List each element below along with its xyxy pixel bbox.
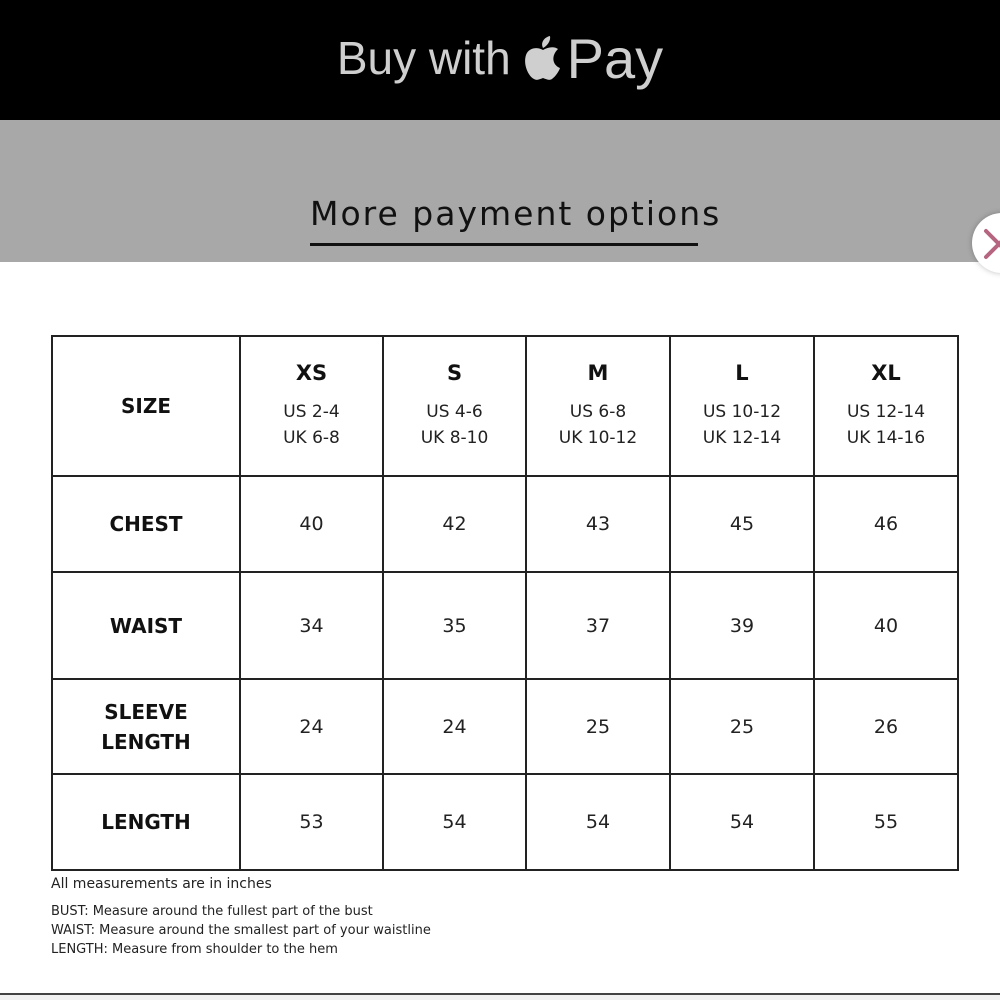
size-header-cell (814, 336, 958, 476)
size-uk-range: UK 8-10 (420, 428, 489, 448)
size-header-cell (383, 336, 526, 476)
row-label: LENGTH (52, 774, 240, 870)
measurement-cell: 34 (240, 572, 383, 679)
measurement-cell: 53 (240, 774, 383, 870)
units-note: All measurements are in inches (51, 876, 272, 892)
size-header-cell (240, 336, 383, 476)
size-label: L (735, 361, 749, 385)
row-label (52, 679, 240, 774)
row-label: WAIST (52, 572, 240, 679)
size-label: S (446, 361, 463, 385)
waist-note: WAIST: Measure around the smallest part of your waistline (51, 923, 431, 938)
measurement-cell: 54 (670, 774, 814, 870)
measurement-cell: 54 (383, 774, 526, 870)
row-label-line: LENGTH (101, 729, 191, 754)
measurement-notes (51, 876, 951, 959)
measurement-cell: 45 (670, 476, 814, 572)
length-note: LENGTH: Measure from shoulder to the hem (51, 942, 338, 957)
measurement-cell: 25 (670, 679, 814, 774)
size-us-range: US 12-14 (846, 402, 926, 422)
waist-row (52, 572, 958, 679)
apple-pay-prefix: Buy with (336, 32, 511, 84)
measurement-cell: 40 (240, 476, 383, 572)
size-label: XL (871, 361, 901, 385)
size-us-range: US 4-6 (426, 402, 483, 422)
measurement-cell: 35 (383, 572, 526, 679)
size-uk-range: UK 12-14 (702, 428, 782, 448)
apple-pay-suffix: Pay (566, 26, 664, 90)
size-header-cell (526, 336, 670, 476)
row-label: CHEST (52, 476, 240, 572)
measurement-cell: 40 (814, 572, 958, 679)
size-uk-range: UK 6-8 (283, 428, 340, 448)
size-us-range: US 6-8 (569, 402, 627, 422)
size-label: M (587, 361, 609, 385)
measurement-cell: 54 (526, 774, 670, 870)
more-payment-options-link[interactable]: More payment options (310, 194, 698, 246)
size-label: XS (295, 361, 328, 385)
size-chart-table (51, 335, 959, 871)
apple-logo-icon (523, 35, 563, 81)
length-row (52, 774, 958, 870)
row-label-line: SLEEVE (104, 699, 188, 724)
measurement-cell: 26 (814, 679, 958, 774)
size-us-range: US 2-4 (283, 402, 340, 422)
size-header-row (52, 336, 958, 476)
bottom-divider (0, 993, 1000, 1000)
apple-pay-content (337, 26, 663, 91)
measurement-cell: 43 (526, 476, 670, 572)
measurement-cell: 25 (526, 679, 670, 774)
size-header-cell (670, 336, 814, 476)
close-icon (982, 227, 1000, 263)
measurement-cell: 24 (240, 679, 383, 774)
measurement-cell: 55 (814, 774, 958, 870)
bust-note: BUST: Measure around the fullest part of the bust (51, 904, 373, 919)
size-uk-range: UK 14-16 (846, 428, 926, 448)
measurement-cell: 46 (814, 476, 958, 572)
size-uk-range: UK 10-12 (558, 428, 638, 448)
measurement-cell: 37 (526, 572, 670, 679)
chest-row (52, 476, 958, 572)
measurement-cell: 24 (383, 679, 526, 774)
measurement-cell: 42 (383, 476, 526, 572)
sleeve-length-row (52, 679, 958, 774)
size-us-range: US 10-12 (702, 402, 782, 422)
measurement-cell: 39 (670, 572, 814, 679)
size-corner-label: SIZE (52, 336, 240, 476)
apple-pay-button[interactable] (0, 0, 1000, 120)
